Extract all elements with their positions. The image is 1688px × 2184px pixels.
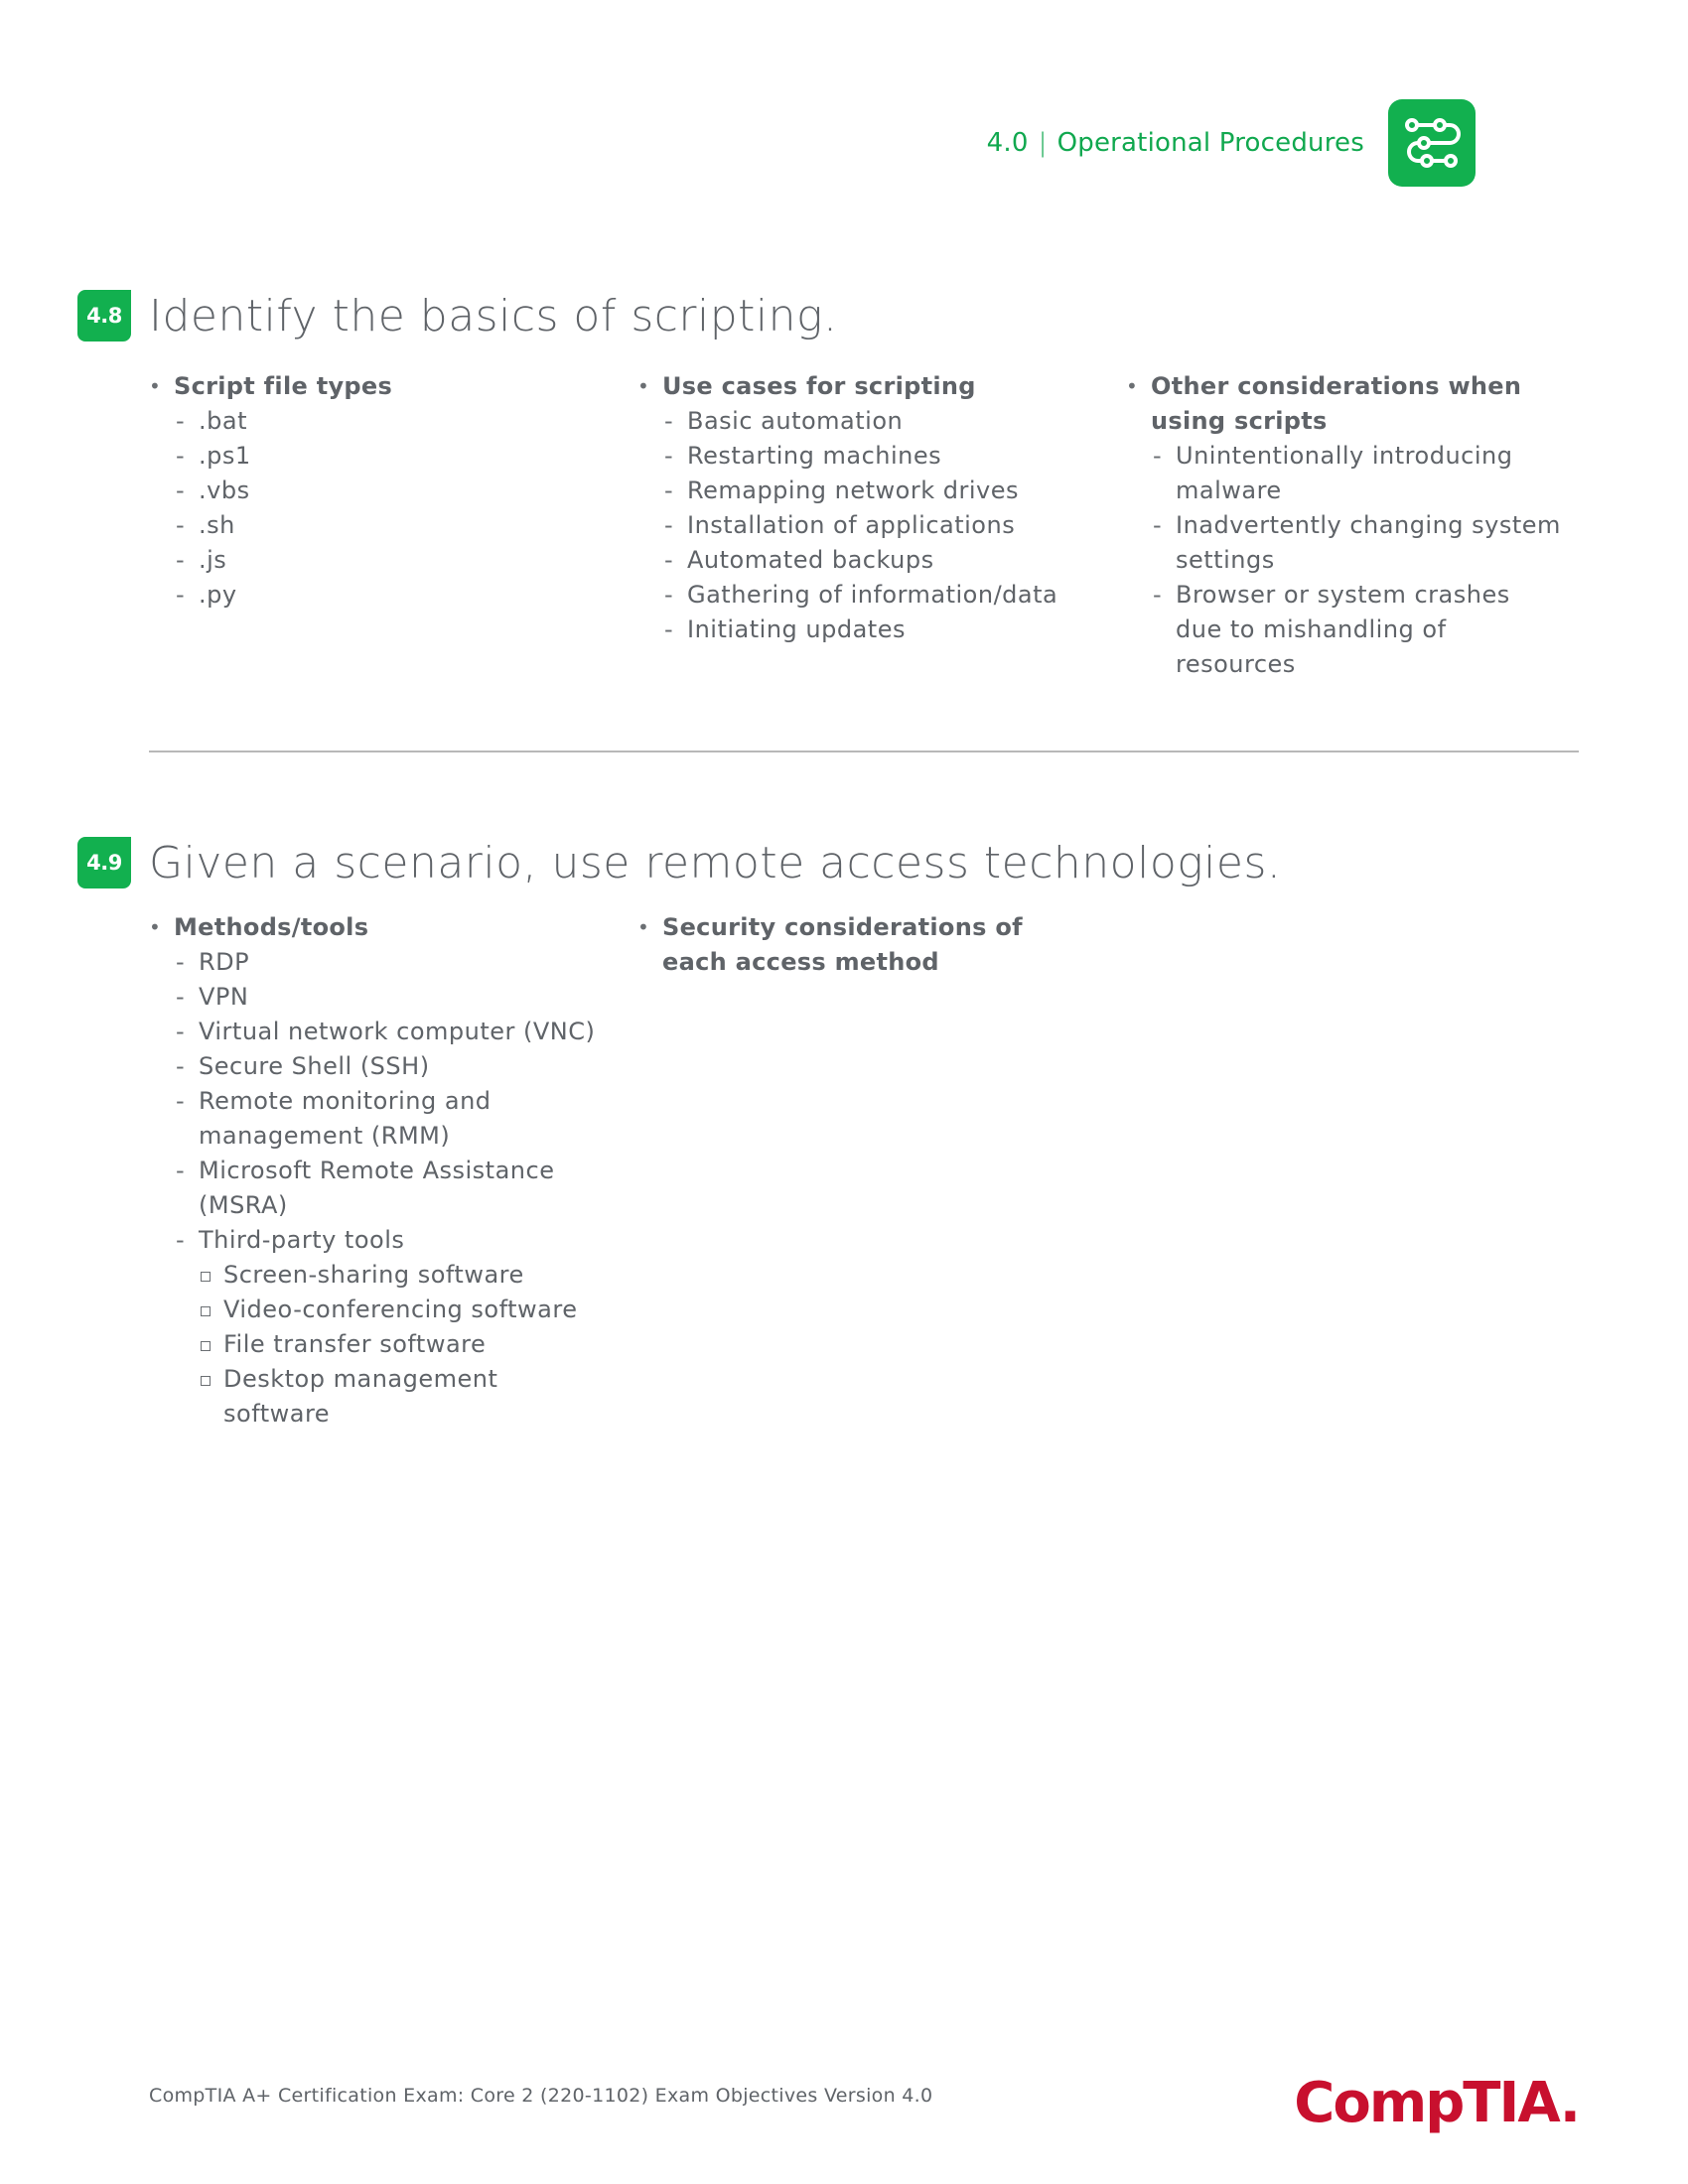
nested-item: Video-conferencing software — [199, 1293, 616, 1327]
header-section-title: Operational Procedures — [1056, 128, 1364, 158]
sub-item: - Installation of applications — [662, 508, 1104, 543]
topic-label: Script file types — [174, 372, 393, 400]
list-item — [149, 369, 566, 613]
sub-item: - Remapping network drives — [662, 474, 1104, 508]
sub-item: - Virtual network computer (VNC) — [174, 1015, 616, 1049]
sub-item: - .ps1 — [174, 439, 566, 474]
column-1 — [149, 369, 566, 613]
sub-item: - VPN — [174, 980, 616, 1015]
sub-item: - Automated backups — [662, 543, 1104, 578]
list-item — [1126, 369, 1563, 682]
column-2 — [637, 369, 1104, 647]
sub-item: - Basic automation — [662, 404, 1104, 439]
section-4-8 — [77, 290, 1579, 925]
column-1 — [149, 910, 616, 1432]
section-columns — [77, 910, 1579, 1804]
column-2 — [637, 910, 1074, 980]
sub-item: - Initiating updates — [662, 613, 1104, 647]
sub-item: - .vbs — [174, 474, 566, 508]
comptia-logo: CompTIA. — [1294, 2071, 1579, 2135]
section-divider — [149, 751, 1579, 752]
section-header — [77, 837, 1579, 888]
sub-item: - .bat — [174, 404, 566, 439]
sub-item: - Secure Shell (SSH) — [174, 1049, 616, 1084]
sub-item: - Gathering of information/data — [662, 578, 1104, 613]
nested-item: Screen-sharing software — [199, 1258, 616, 1293]
topic-label: Methods/tools — [174, 913, 369, 941]
sub-item-label: Third-party tools — [199, 1226, 405, 1254]
sub-item: - Restarting machines — [662, 439, 1104, 474]
nested-item: File transfer software — [199, 1327, 616, 1362]
sub-item: - Remote monitoring and management (RMM) — [174, 1084, 526, 1154]
header-breadcrumb — [987, 128, 1364, 158]
sub-item: - RDP — [174, 945, 616, 980]
column-3 — [1126, 369, 1563, 682]
list-item — [637, 910, 1074, 980]
section-title: Identify the basics of scripting. — [149, 290, 838, 341]
sub-item: - .sh — [174, 508, 566, 543]
workflow-icon — [1388, 99, 1476, 187]
list-item — [637, 369, 1104, 647]
sub-item: - .js — [174, 543, 566, 578]
header-section-number: 4.0 — [986, 128, 1029, 158]
section-badge: 4.8 — [77, 290, 131, 341]
sub-item: - .py — [174, 578, 566, 613]
nested-item: Desktop management software — [199, 1362, 521, 1432]
topic-label: Other considerations when using scripts — [1151, 372, 1522, 435]
header-separator: | — [1038, 128, 1048, 158]
page-header — [987, 99, 1476, 187]
sub-item: - Microsoft Remote Assistance (MSRA) — [174, 1154, 596, 1223]
section-header — [77, 290, 1579, 341]
section-title: Given a scenario, use remote access technologies. — [149, 837, 1282, 888]
sub-item — [174, 1223, 616, 1432]
list-item — [149, 910, 616, 1432]
sub-item: - Inadvertently changing system settings — [1151, 508, 1563, 578]
sub-item: - Browser or system crashes due to mishandling of resources — [1151, 578, 1563, 682]
topic-label: Security considerations of each access method — [662, 913, 1023, 976]
footer-text: CompTIA A+ Certification Exam: Core 2 (220-1102) Exam Objectives Version 4.0 — [149, 2085, 933, 2107]
section-badge: 4.9 — [77, 837, 131, 888]
sub-item: - Unintentionally introducing malware — [1151, 439, 1563, 508]
section-4-9 — [77, 837, 1579, 1804]
topic-label: Use cases for scripting — [662, 372, 976, 400]
